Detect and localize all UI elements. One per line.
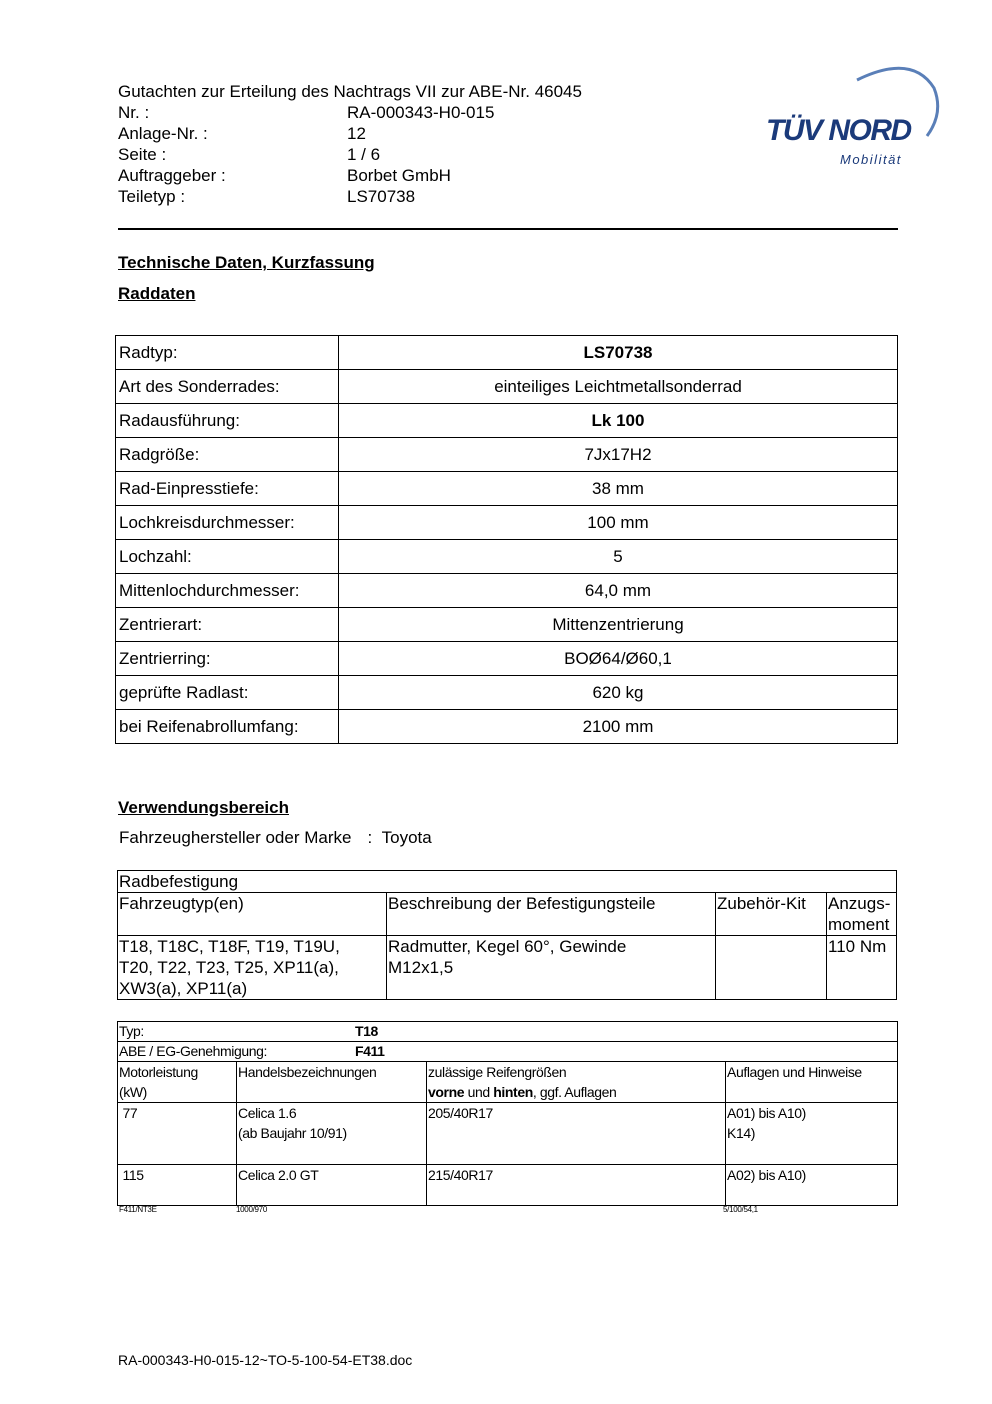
abe-row <box>118 1042 898 1062</box>
radbefestigung-table <box>117 870 897 1000</box>
table-row <box>118 871 897 893</box>
motor-line1: Motorleistung <box>119 1064 198 1080</box>
note-mid: 1000/970 <box>236 1205 267 1214</box>
raddaten-value: BOØ64/Ø60,1 <box>339 642 898 676</box>
header-row-nr <box>118 102 494 123</box>
note-right: 5/100/54,1 <box>723 1205 758 1214</box>
table-row <box>118 1042 898 1062</box>
raddaten-label: Radausführung: <box>116 404 339 438</box>
logo-brand: TÜV NORD <box>766 114 911 147</box>
raddaten-label: bei Reifenabrollumfang: <box>116 710 339 744</box>
reifen-auflagen: , ggf. Auflagen <box>532 1084 617 1100</box>
header-row-anlage <box>118 123 366 144</box>
header-value: 1 / 6 <box>347 145 381 164</box>
raddaten-value: 100 mm <box>339 506 898 540</box>
header-label: Nr. : <box>118 103 150 122</box>
section-title-verwendungsbereich: Verwendungsbereich <box>118 798 289 817</box>
cell-fahrzeugtyp <box>118 936 387 1000</box>
table-row <box>116 404 898 438</box>
fahrzeugtyp-line1: T18, T18C, T18F, T19, T19U, <box>119 937 340 956</box>
table-row <box>118 1022 898 1042</box>
hersteller-separator: : <box>367 828 373 847</box>
header-motorleistung <box>118 1062 237 1103</box>
raddaten-value: 620 kg <box>339 676 898 710</box>
note-left: F411/NT3E <box>119 1205 157 1214</box>
raddaten-label: Lochkreisdurchmesser: <box>116 506 339 540</box>
raddaten-label: Rad-Einpresstiefe: <box>116 472 339 506</box>
raddaten-value: 5 <box>339 540 898 574</box>
reifen-vorne: vorne <box>428 1084 465 1100</box>
beschreibung-line2: M12x1,5 <box>388 958 454 977</box>
header-anzug-line2: moment <box>828 915 890 934</box>
raddaten-label: geprüfte Radlast: <box>116 676 339 710</box>
hersteller-line <box>119 828 432 848</box>
table-row <box>116 506 898 540</box>
table-row <box>116 438 898 472</box>
cell-reifen: 205/40R17 <box>427 1103 726 1165</box>
raddaten-value: Lk 100 <box>339 404 898 438</box>
abe-value: F411 <box>355 1043 385 1059</box>
header-value: LS70738 <box>347 187 416 206</box>
header-label: Auftraggeber : <box>118 166 226 185</box>
typ-row <box>118 1022 898 1042</box>
cell-auflagen: A02) bis A10) <box>726 1165 898 1206</box>
table-row <box>116 336 898 370</box>
reifen-und: und <box>464 1084 494 1100</box>
motor-line2: (kW) <box>119 1084 147 1100</box>
header-beschreibung: Beschreibung der Befestigungsteile <box>387 893 716 936</box>
cell-handel <box>237 1103 427 1165</box>
cell-zubehoer <box>716 936 827 1000</box>
table-row <box>116 710 898 744</box>
header-anzug-line1: Anzugs- <box>828 894 891 913</box>
cell-kw <box>118 1103 237 1165</box>
header-value: RA-000343-H0-015 <box>347 103 495 122</box>
table-row <box>116 472 898 506</box>
raddaten-label: Radtyp: <box>116 336 339 370</box>
document-title: Gutachten zur Erteilung des Nachtrags VII zur ABE-Nr. 46045 <box>118 82 582 101</box>
fahrzeugtyp-line3: XW3(a), XP11(a) <box>119 979 248 998</box>
raddaten-value: einteiliges Leichtmetallsonderrad <box>339 370 898 404</box>
header-label: Anlage-Nr. : <box>118 124 208 143</box>
cell-beschreibung <box>387 936 716 1000</box>
raddaten-label: Zentrierring: <box>116 642 339 676</box>
table-row <box>116 608 898 642</box>
raddaten-label: Art des Sonderrades: <box>116 370 339 404</box>
logo-subtitle: Mobilität <box>840 152 902 167</box>
beschreibung-line1: Radmutter, Kegel 60°, Gewinde <box>388 937 627 956</box>
typ-value: T18 <box>355 1023 378 1039</box>
raddaten-value: Mittenzentrierung <box>339 608 898 642</box>
table-row <box>118 893 897 936</box>
table-row <box>118 1165 898 1206</box>
section-title-raddaten: Raddaten <box>118 284 196 303</box>
hersteller-value: Toyota <box>381 828 432 847</box>
header-zubehoer: Zubehör-Kit <box>716 893 827 936</box>
hersteller-label: Fahrzeughersteller oder Marke <box>119 828 352 847</box>
reifen-line1: zulässige Reifengrößen <box>428 1064 567 1080</box>
cell-anzugsmoment: 110 Nm <box>827 936 897 1000</box>
table-row <box>116 642 898 676</box>
abe-label: ABE / EG-Genehmigung: <box>119 1043 268 1059</box>
header-divider <box>118 228 898 230</box>
raddaten-label: Mittenlochdurchmesser: <box>116 574 339 608</box>
header-label: Seite : <box>118 145 167 164</box>
kw-value: 115 <box>122 1167 144 1183</box>
header-handelsbezeichnungen: Handelsbezeichnungen <box>237 1062 427 1103</box>
header-row-teiletyp <box>118 186 415 207</box>
typ-table <box>117 1021 898 1206</box>
table-row <box>116 540 898 574</box>
table-row <box>116 574 898 608</box>
handel-line1: Celica 1.6 <box>238 1105 297 1121</box>
header-value: 12 <box>347 124 366 143</box>
table-row <box>118 1062 898 1103</box>
cell-auflagen <box>726 1103 898 1165</box>
cell-reifen: 215/40R17 <box>427 1165 726 1206</box>
raddaten-label: Radgröße: <box>116 438 339 472</box>
cell-kw <box>118 1165 237 1206</box>
footer-filename: RA-000343-H0-015-12~TO-5-100-54-ET38.doc <box>118 1352 413 1368</box>
header-value: Borbet GmbH <box>347 166 451 185</box>
kw-value: 77 <box>122 1105 138 1121</box>
header-row-auftraggeber <box>118 165 451 186</box>
table-row <box>118 936 897 1000</box>
tuev-nord-logo <box>762 58 942 173</box>
raddaten-value: 38 mm <box>339 472 898 506</box>
header-row-seite <box>118 144 380 165</box>
raddaten-value: 2100 mm <box>339 710 898 744</box>
raddaten-table <box>115 335 898 744</box>
raddaten-value: 64,0 mm <box>339 574 898 608</box>
cell-handel: Celica 2.0 GT <box>237 1165 427 1206</box>
header-auflagen: Auflagen und Hinweise <box>726 1062 898 1103</box>
fahrzeugtyp-line2: T20, T22, T23, T25, XP11(a), <box>119 958 339 977</box>
radbefestigung-title: Radbefestigung <box>118 871 897 893</box>
table-row <box>116 676 898 710</box>
section-title-technische-daten: Technische Daten, Kurzfassung <box>118 253 375 272</box>
header-reifengroessen <box>427 1062 726 1103</box>
raddaten-value: 7Jx17H2 <box>339 438 898 472</box>
auflagen-line2: K14) <box>727 1125 755 1141</box>
table-row <box>116 370 898 404</box>
header-anzugsmoment <box>827 893 897 936</box>
table-row <box>118 1103 898 1165</box>
handel-line2: (ab Baujahr 10/91) <box>238 1125 347 1141</box>
raddaten-value: LS70738 <box>339 336 898 370</box>
typ-label: Typ: <box>119 1023 144 1039</box>
auflagen-line1: A01) bis A10) <box>727 1105 806 1121</box>
raddaten-label: Lochzahl: <box>116 540 339 574</box>
reifen-hinten: hinten <box>493 1084 533 1100</box>
raddaten-label: Zentrierart: <box>116 608 339 642</box>
header-label: Teiletyp : <box>118 187 186 206</box>
header-fahrzeugtyp: Fahrzeugtyp(en) <box>118 893 387 936</box>
